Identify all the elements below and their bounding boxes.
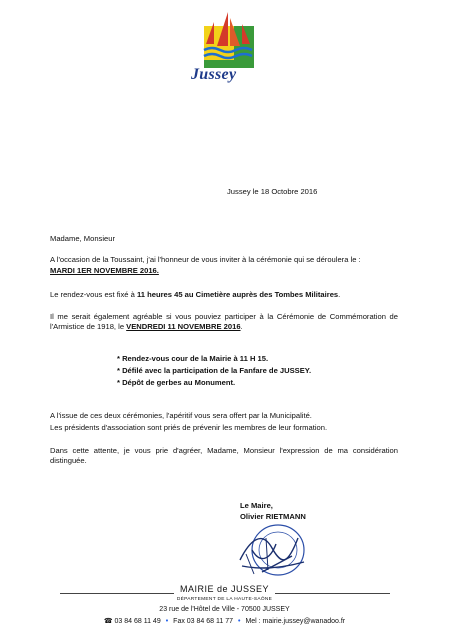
salutation: Madame, Monsieur [50, 234, 115, 243]
paragraph-1-date: MARDI 1ER NOVEMBRE 2016. [50, 266, 159, 275]
signature-name: Olivier RIETMANN [240, 512, 306, 521]
footer-phone: ☎ 03 84 68 11 49 [103, 618, 161, 625]
paragraph-4-line-2: Les présidents d'association sont priés de prévenir les membres de leur formation. [50, 423, 328, 432]
official-stamp-icon [232, 520, 312, 582]
footer-subtitle: DÉPARTEMENT DE LA HAUTE-SAÔNE [176, 597, 273, 602]
bullet-item-1: * Rendez-vous cour de la Mairie à 11 H 15. [117, 354, 269, 363]
bullet-icon: • [237, 618, 241, 625]
date-line: Jussey le 18 Octobre 2016 [227, 187, 318, 196]
paragraph-3-text: Il me serait également agréable si vous pouviez participer à la Cérémonie de Commémoration de l'Armistice de 1918, le [50, 312, 398, 331]
paragraph-2 [50, 290, 340, 300]
footer-address: 23 rue de l'Hôtel de Ville - 70500 JUSSEY [159, 606, 290, 613]
footer-contact [0, 617, 449, 625]
paragraph-5: Dans cette attente, je vous prie d'agréer, Madame, Monsieur l'expression de ma considération distinguée. [50, 446, 398, 465]
paragraph-3-date: VENDREDI 11 NOVEMBRE 2016 [126, 322, 241, 331]
logo-wordmark: Jussey [191, 66, 237, 83]
paragraph-3 [50, 312, 398, 332]
signature-title: Le Maire, [240, 501, 273, 510]
footer-mail: Mel : mairie.jussey@wanadoo.fr [245, 618, 346, 625]
footer-fax: Fax 03 84 68 11 77 [173, 618, 233, 625]
footer-title: MAIRIE de JUSSEY [0, 584, 449, 594]
paragraph-1-text: A l'occasion de la Toussaint, j'ai l'honneur de vous inviter à la cérémonie qui se déroulera le : [50, 255, 361, 264]
paragraph-4-line-1: A l'issue de ces deux cérémonies, l'apéritif vous sera offert par la Municipalité. [50, 411, 312, 420]
paragraph-2-bold: 11 heures 45 au Cimetière auprès des Tombes Militaires [136, 290, 339, 299]
paragraph-3-suffix: . [240, 322, 243, 331]
logo-emblem-icon [190, 10, 262, 68]
paragraph-2-prefix: Le rendez-vous est fixé à [50, 290, 137, 299]
bullet-item-3: * Dépôt de gerbes au Monument. [117, 378, 236, 387]
paragraph-2-suffix: . [338, 290, 341, 299]
bullet-item-2: * Défilé avec la participation de la Fanfare de JUSSEY. [117, 366, 312, 375]
bullet-icon: • [165, 618, 169, 625]
jussey-logo [190, 10, 262, 86]
